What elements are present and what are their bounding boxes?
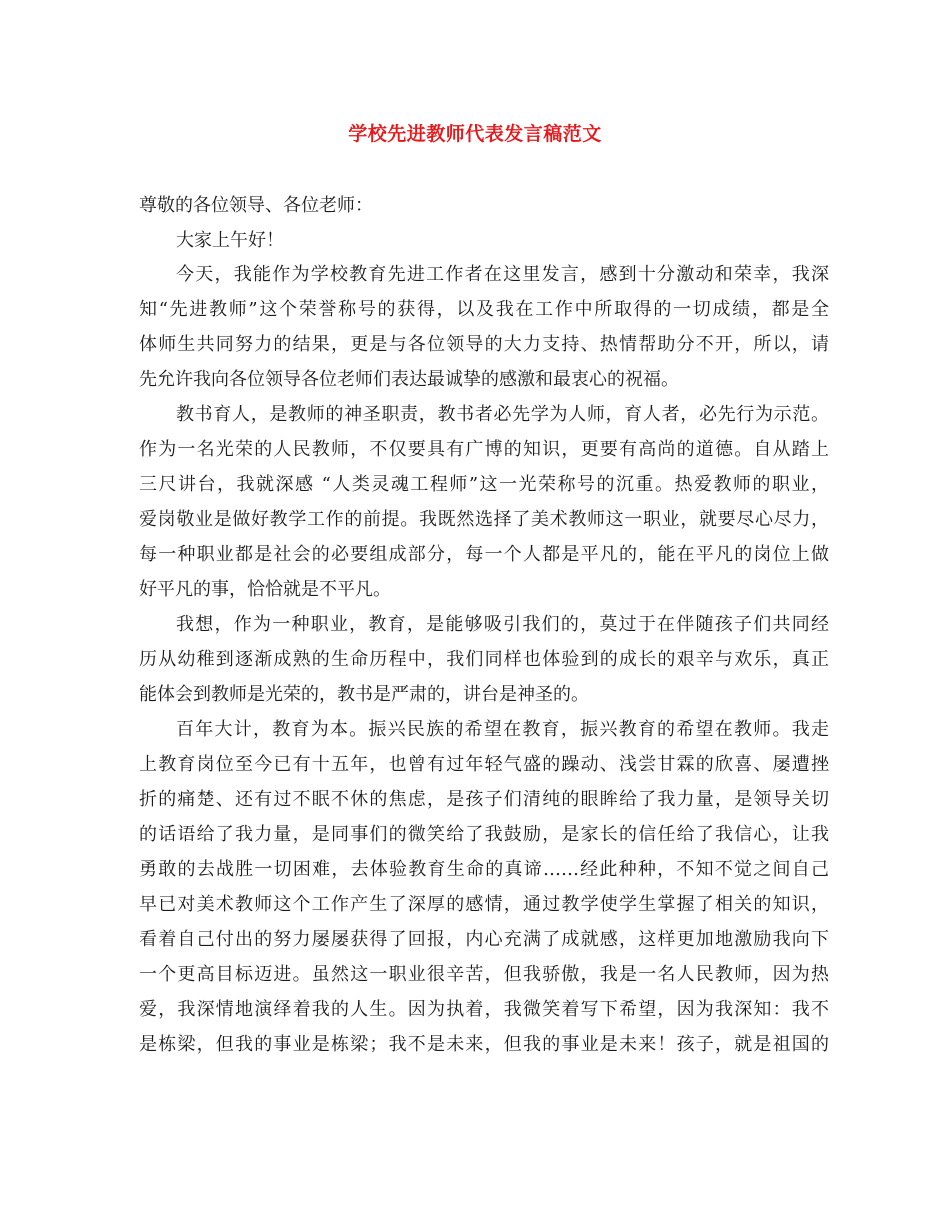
body-line: 折的痛楚、还有过不眠不休的焦虑，是孩子们清纯的眼眸给了我力量，是领导关切 xyxy=(139,789,829,810)
body-line: 是栋梁，但我的事业是栋梁；我不是未来，但我的事业是未来！孩子，就是祖国的 xyxy=(139,1034,829,1055)
document-title: 学校先进教师代表发言稿范文 xyxy=(348,123,602,145)
body-line: 三尺讲台，我就深感 “人类灵魂工程师”这一光荣称号的沉重。热爱教师的职业， xyxy=(139,474,829,495)
body-line: 能体会到教师是光荣的，教书是严肃的，讲台是神圣的。 xyxy=(139,684,589,705)
body-line: 我想，作为一种职业，教育，是能够吸引我们的，莫过于在伴随孩子们共同经 xyxy=(176,614,829,635)
salutation: 尊敬的各位领导、各位老师： xyxy=(139,195,373,216)
body-line: 作为一名光荣的人民教师，不仅要具有广博的知识，更要有高尚的道德。自从踏上 xyxy=(139,439,829,460)
body-line: 勇敢的去战胜一切困难，去体验教育生命的真谛……经此种种，不知不觉之间自己 xyxy=(139,859,829,880)
body-line: 每一种职业都是社会的必要组成部分，每一个人都是平凡的，能在平凡的岗位上做 xyxy=(139,544,829,565)
body-line: 看着自己付出的努力屡屡获得了回报，内心充满了成就感，这样更加地激励我向下 xyxy=(139,929,829,950)
greeting: 大家上午好！ xyxy=(176,230,284,251)
body-line: 好平凡的事，恰恰就是不平凡。 xyxy=(139,579,391,600)
body-line: 教书育人，是教师的神圣职责，教书者必先学为人师，育人者，必先行为示范。 xyxy=(176,404,829,425)
body-line: 百年大计，教育为本。振兴民族的希望在教育，振兴教育的希望在教师。我走 xyxy=(176,719,829,740)
body-line: 一个更高目标迈进。虽然这一职业很辛苦，但我骄傲，我是一名人民教师，因为热 xyxy=(139,964,829,985)
body-line: 爱岗敬业是做好教学工作的前提。我既然选择了美术教师这一职业，就要尽心尽力， xyxy=(139,509,829,530)
body-line: 今天，我能作为学校教育先进工作者在这里发言，感到十分激动和荣幸，我深 xyxy=(176,264,829,285)
body-line: 知“先进教师”这个荣誉称号的获得，以及我在工作中所取得的一切成绩，都是全 xyxy=(139,299,829,320)
body-line: 上教育岗位至今已有十五年，也曾有过年轻气盛的躁动、浅尝甘霖的欣喜、屡遭挫 xyxy=(139,754,829,775)
body-line: 体师生共同努力的结果，更是与各位领导的大力支持、热情帮助分不开，所以，请 xyxy=(139,334,829,355)
body-line: 先允许我向各位领导各位老师们表达最诚挚的感激和最衷心的祝福。 xyxy=(139,369,679,390)
body-line: 的话语给了我力量，是同事们的微笑给了我鼓励，是家长的信任给了我信心，让我 xyxy=(139,824,829,845)
body-line: 历从幼稚到逐渐成熟的生命历程中，我们同样也体验到的成长的艰辛与欢乐，真正 xyxy=(139,649,829,670)
body-line: 早已对美术教师这个工作产生了深厚的感情，通过教学使学生掌握了相关的知识， xyxy=(139,894,829,915)
body-line: 爱，我深情地演绎着我的人生。因为执着，我微笑着写下希望，因为我深知：我不 xyxy=(139,999,829,1020)
